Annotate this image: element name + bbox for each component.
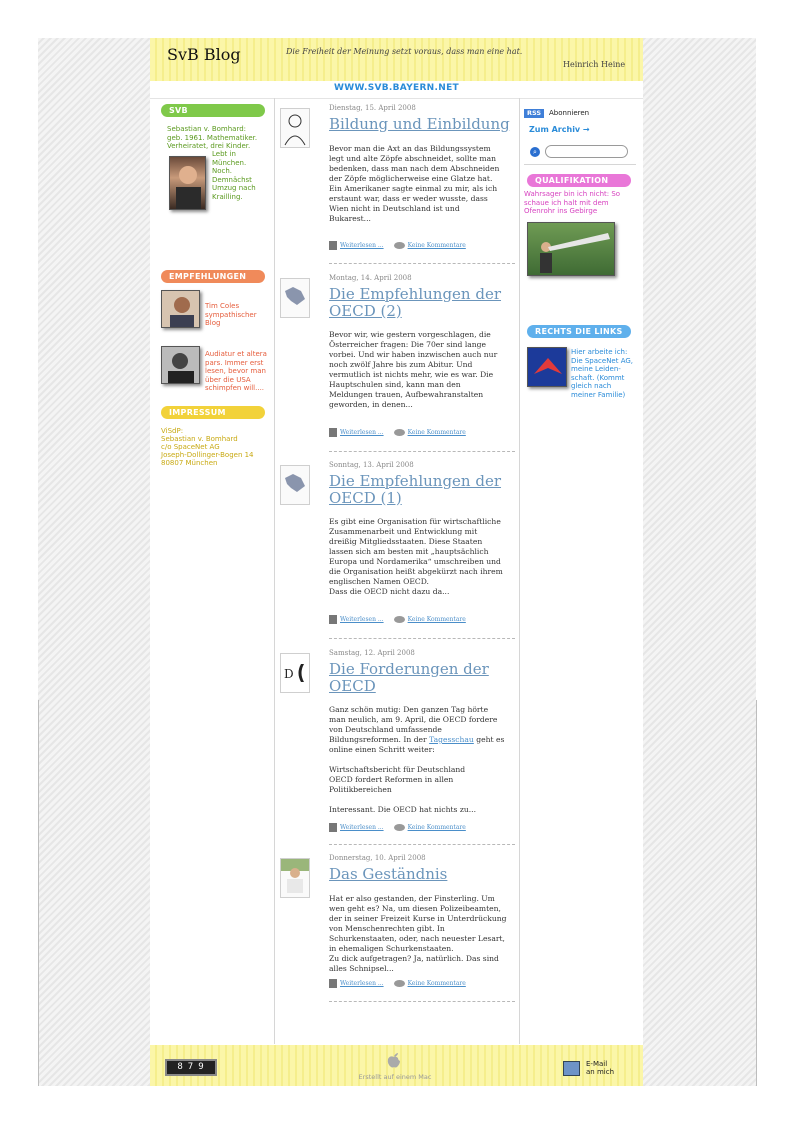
comment-bubble-icon	[394, 616, 405, 623]
comments-link[interactable]: Keine Kommentare	[407, 823, 466, 831]
tagesschau-link[interactable]: Tagesschau	[429, 735, 474, 744]
post-separator	[329, 638, 515, 639]
search-icon[interactable]: ⌕	[530, 147, 540, 157]
spacenet-link-text[interactable]: Hier arbeite ich: Die SpaceNet AG, meine Leiden- schaft. (Kommt gleich nach meiner Familie)	[571, 348, 634, 399]
post-excerpt: Bevor man die Axt an das Bildungssystem legt und alte Zöpfe abschneidet, sollte man bedenken, dass man nach dem Abschneiden der Zöpfe möglicherweise eine Glatze hat. Ein Amerikaner sagte einmal zu mir, als ich erstaunt war, dass er weder wusste, dass Wien nicht in Deutschland ist und Bukarest...	[329, 144, 500, 223]
author-photo[interactable]	[169, 156, 206, 210]
post-separator	[329, 451, 515, 452]
apple-logo-icon	[387, 1052, 401, 1068]
impressum-text: ViSdP: Sebastian v. Bomhard c/o SpaceNet AG Joseph-Dollinger-Bogen 14 80807 München	[161, 427, 254, 467]
post-date: Samstag, 12. April 2008	[329, 649, 415, 657]
comments-link[interactable]: Keine Kommentare	[407, 428, 466, 436]
recommendation-link-1[interactable]: Tim Coles sympathischer Blog	[205, 302, 257, 327]
comment-bubble-icon	[394, 429, 405, 436]
right-sidebar-divider	[524, 164, 636, 165]
comments-link[interactable]: Keine Kommentare	[407, 241, 466, 249]
post-title-link[interactable]: Die Empfehlungen der OECD (2)	[329, 285, 502, 320]
tagline: Die Freiheit der Meinung setzt voraus, dass man eine hat.	[286, 47, 523, 56]
post-excerpt: Es gibt eine Organisation für wirtschaftliche Zusammenarbeit und Entwicklung mit dreißig Mitgliedsstaaten. Diese Staaten lassen sich am besten mit „hauptsächlich Europa und Nordamerika“ umschreiben und die Organisation heißt abgekürzt nach ihrem englischen Namen OECD. Dass die OECD nicht dazu da...	[329, 517, 503, 596]
read-more-link[interactable]: Weiterlesen ...	[340, 428, 384, 436]
tagline-author: Heinrich Heine	[563, 60, 626, 69]
read-more-link[interactable]: Weiterlesen ...	[340, 979, 384, 987]
read-more-link[interactable]: Weiterlesen ...	[340, 615, 384, 623]
qualification-text: Wahrsager bin ich nicht: So schaue ich halt mit dem Ofenrohr ins Gebirge	[524, 190, 621, 215]
frame-line-right	[756, 700, 757, 1086]
post-excerpt: Hat er also gestanden, der Finsterling. Um wen geht es? Na, um diesen Polizeibeamten, der in seiner Freizeit Kurse in Unterdrückung von Menschenrechten gibt. In Schurkenstaaten, oder, nach neuester Lesart, in ehemaligen Schurkenstaaten. Zu dick aufgetragen? Ja, natürlich. Das sind alles Schnipsel...	[329, 894, 507, 973]
post-thumbnail[interactable]	[280, 858, 310, 898]
email-link[interactable]: E-Mail an mich	[586, 1060, 614, 1076]
qualification-heading: QUALIFIKATION	[527, 174, 631, 187]
post-date: Montag, 14. April 2008	[329, 274, 412, 282]
rss-icon[interactable]: RSS	[524, 109, 544, 118]
links-heading: RECHTS DIE LINKS	[527, 325, 631, 338]
blog-title[interactable]: SvB Blog	[167, 45, 241, 64]
post-title-link[interactable]: Bildung und Einbildung	[329, 115, 510, 133]
frame-line-left	[38, 700, 39, 1086]
post-title-link[interactable]: Die Forderungen der OECD	[329, 660, 489, 695]
post-separator	[329, 844, 515, 845]
post-meta	[329, 240, 466, 250]
svg-text:D: D	[284, 667, 294, 681]
header	[150, 38, 643, 81]
post-meta	[329, 822, 466, 832]
spacenet-logo[interactable]	[527, 347, 567, 387]
post-thumbnail[interactable]	[280, 465, 310, 505]
post-excerpt: Bevor wir, wie gestern vorgeschlagen, die Österreicher fragen: Die 70er sind lange vorbei. Und wir haben inzwischen auch nur noch zwölf Jahre bis zum Abitur. Und vermutlich ist nichts mehr, wie es war. Die Hauptschulen sind, kann man den Meldungen trauen, Aufbewahranstalten geworden, in denen...	[329, 330, 498, 409]
post-date: Dienstag, 15. April 2008	[329, 104, 416, 112]
site-url-link[interactable]: WWW.SVB.BAYERN.NET	[334, 83, 459, 93]
post-meta	[329, 427, 466, 437]
search-input[interactable]	[545, 145, 628, 158]
document-icon	[329, 615, 337, 624]
comment-bubble-icon	[394, 824, 405, 831]
post-date: Donnerstag, 10. April 2008	[329, 854, 426, 862]
qualification-photo[interactable]	[527, 222, 615, 276]
post-thumbnail[interactable]	[280, 278, 310, 318]
post-date: Sonntag, 13. April 2008	[329, 461, 414, 469]
post-meta	[329, 978, 466, 988]
post-title-link[interactable]: Das Geständnis	[329, 865, 448, 883]
recommendation-link-2[interactable]: Audiatur et altera pars. Immer erst lesen, bevor man über die USA schimpfen will....	[205, 350, 267, 392]
recommendation-photo-1[interactable]	[161, 290, 200, 328]
post-thumbnail[interactable]	[280, 108, 310, 148]
post-thumbnail[interactable]	[280, 653, 310, 693]
post-meta	[329, 614, 466, 624]
post-excerpt: Ganz schön mutig: Den ganzen Tag hörte man neulich, am 9. April, die OECD fordere von Deutschland umfassende Bildungsreformen. In der Tagesschau geht es online einen Schritt weiter: Wirtschaftsbericht für Deutschland OECD fordert Reformen in allen Politikbereichen Interessant. Die OECD hat nichts zu...	[329, 705, 505, 814]
comments-link[interactable]: Keine Kommentare	[407, 615, 466, 623]
document-icon	[329, 428, 337, 437]
document-icon	[329, 979, 337, 988]
made-on-mac-text: Erstellt auf einem Mac	[358, 1073, 432, 1081]
recommendations-heading: EMPFEHLUNGEN	[161, 270, 265, 283]
bio-side-text: Lebt in München. Noch. Demnächst Umzug nach Krailling.	[212, 150, 256, 201]
document-icon	[329, 241, 337, 250]
read-more-link[interactable]: Weiterlesen ...	[340, 823, 384, 831]
post-separator	[329, 263, 515, 264]
comment-bubble-icon	[394, 242, 405, 249]
comment-bubble-icon	[394, 980, 405, 987]
post-title-link[interactable]: Die Empfehlungen der OECD (1)	[329, 472, 502, 507]
recommendation-photo-2[interactable]	[161, 346, 200, 384]
post-separator	[329, 1001, 515, 1002]
read-more-link[interactable]: Weiterlesen ...	[340, 241, 384, 249]
svb-heading: SVB	[161, 104, 265, 117]
column-divider-right	[519, 98, 520, 1044]
comments-link[interactable]: Keine Kommentare	[407, 979, 466, 987]
subscribe-link[interactable]: Abonnieren	[549, 109, 590, 117]
visitor-counter: 879	[165, 1059, 217, 1076]
blog-page	[150, 38, 643, 1086]
footer	[150, 1045, 643, 1086]
impressum-heading: IMPRESSUM	[161, 406, 265, 419]
email-icon[interactable]	[563, 1061, 580, 1076]
document-icon	[329, 823, 337, 832]
archive-link[interactable]: Zum Archiv →	[529, 125, 590, 134]
column-divider-left	[274, 98, 275, 1044]
bio-text: Sebastian v. Bomhard: geb. 1961. Mathematiker. Verheiratet, drei Kinder.	[167, 125, 258, 150]
header-divider	[150, 98, 643, 99]
